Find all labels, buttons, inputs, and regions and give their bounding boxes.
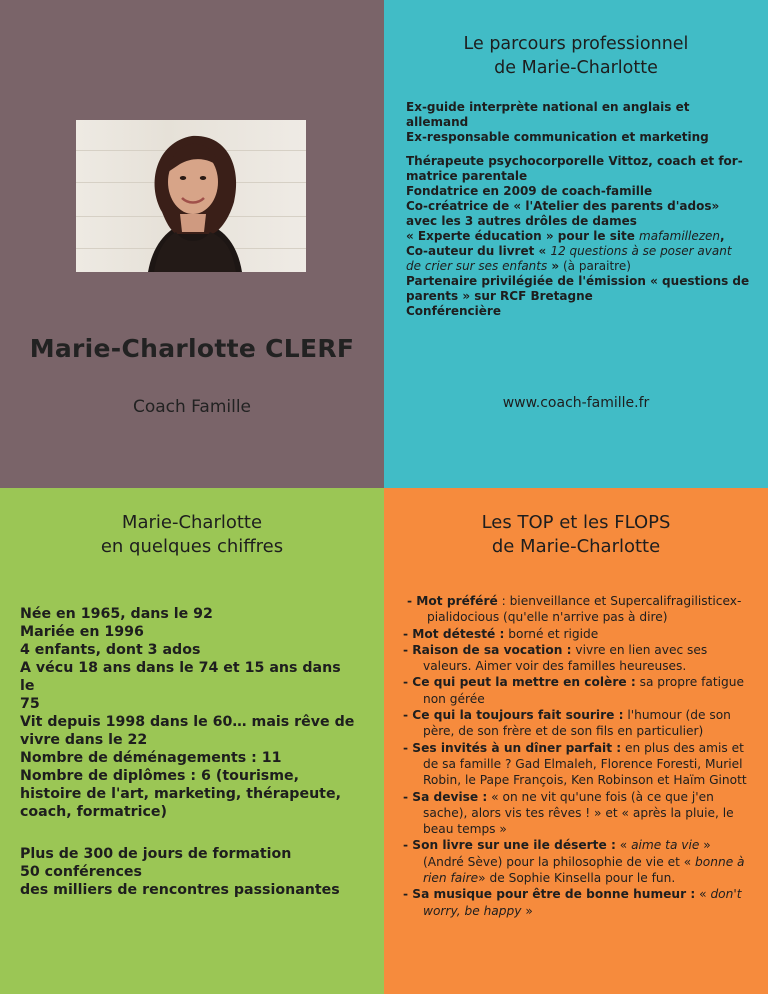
person-role: Coach Famille (132, 397, 252, 417)
figures-panel (0, 488, 384, 994)
tops-list (403, 593, 748, 919)
figure-line: A vécu 18 ans dans le 74 et 15 ans dans le (20, 660, 341, 694)
career-line: Fondatrice en 2009 de coach-famille (406, 184, 653, 198)
career-line: de crier sur ses enfants » (à paraitre) (406, 259, 631, 273)
career-line: parents » sur RCF Bretagne (406, 289, 593, 303)
tops-item-hated-word: - Mot détesté : borné et rigide (403, 626, 599, 641)
career-line: matrice parentale (406, 169, 528, 183)
figure-line: Nombre de déménagements : 11 (20, 750, 282, 766)
career-line: Thérapeute psychocorporelle Vittoz, coach et for- (406, 154, 743, 168)
tops-item-motto: - Sa devise : « on ne vit qu'une fois (à ce que j'en sache), alors vis tes rêves ! » et « après la pluie, le beau temps » (403, 789, 734, 837)
website-link[interactable]: www.coach-famille.fr (502, 395, 650, 411)
figure-line: Vit depuis 1998 dans le 60… mais rêve de (20, 714, 355, 730)
figure-line: 50 conférences (20, 864, 142, 880)
tops-item-favorite-word: - Mot préféré : bienveillance et Supercalifragilisticex-pialidocious (qu'elle n'arrive pas à dire) (407, 594, 742, 625)
figure-line: Nombre de diplômes : 6 (tourisme, (20, 768, 300, 784)
figures-list (20, 605, 360, 821)
figure-line: Mariée en 1996 (20, 624, 144, 640)
career-line: Conférencière (406, 304, 501, 318)
figure-line: des milliers de rencontres passionantes (20, 882, 340, 898)
career-line: « Experte éducation » pour le site mafamillezen, (406, 229, 725, 243)
tops-item-anger: - Ce qui peut la mettre en colère : sa propre fatigue non gérée (403, 675, 744, 706)
portrait-figure (76, 120, 306, 272)
career-title: Le parcours professionnel de Marie-Charlotte (463, 34, 689, 78)
tops-item-smile: - Ce qui la toujours fait sourire : l'humour (de son père, de son frère et de son fils en particulier) (403, 708, 731, 739)
tops-panel (384, 488, 768, 994)
figure-line: Née en 1965, dans le 92 (20, 606, 213, 622)
tops-item-vocation: - Raison de sa vocation : vivre en lien avec ses valeurs. Aimer voir des familles heureuses. (403, 642, 708, 674)
figure-line: coach, formatrice) (20, 804, 168, 820)
career-line: avec les 3 autres drôles de dames (406, 214, 637, 228)
profile-panel (0, 0, 384, 488)
tops-item-music: - Sa musique pour être de bonne humeur : « don't worry, be happy » (403, 887, 742, 918)
career-line: Co-auteur du livret « 12 questions à se poser avant (406, 244, 732, 258)
career-line: Co-créatrice de « l'Atelier des parents d'ados» (406, 199, 720, 213)
career-line: Ex-responsable communication et marketing (406, 130, 709, 144)
tops-item-island-book: - Son livre sur une ile déserte : « aime ta vie » (André Sève) pour la philosophie de vie et « bonne à rien faire» de Sophie Kinsella pour le fun. (403, 838, 745, 886)
figure-line: histoire de l'art, marketing, thérapeute, (20, 786, 341, 802)
career-current-roles (406, 154, 751, 319)
figure-line: vivre dans le 22 (20, 732, 148, 748)
figure-line: 4 enfants, dont 3 ados (20, 642, 201, 658)
career-panel (384, 0, 768, 488)
figure-line: Plus de 300 de jours de formation (20, 846, 292, 862)
profile-photo (76, 120, 306, 272)
career-line: Partenaire privilégiée de l'émission « questions de (406, 274, 750, 288)
career-past-roles (406, 100, 751, 145)
tops-title: Les TOP et les FLOPS de Marie-Charlotte (481, 512, 671, 557)
figure-line: 75 (20, 696, 40, 712)
career-line: Ex-guide interprète national en anglais et allemand (406, 100, 690, 129)
tops-item-dinner-guests: - Ses invités à un dîner parfait : en plus des amis et de sa famille ? Gad Elmaleh, Florence Foresti, Muriel Robin, le Pape François, Ken Robinson et Haïm Ginott (403, 740, 747, 788)
figures-title: Marie-Charlotte en quelques chiffres (100, 512, 284, 557)
figures-list-training (20, 845, 360, 899)
person-name: Marie-Charlotte CLERF (29, 334, 355, 363)
